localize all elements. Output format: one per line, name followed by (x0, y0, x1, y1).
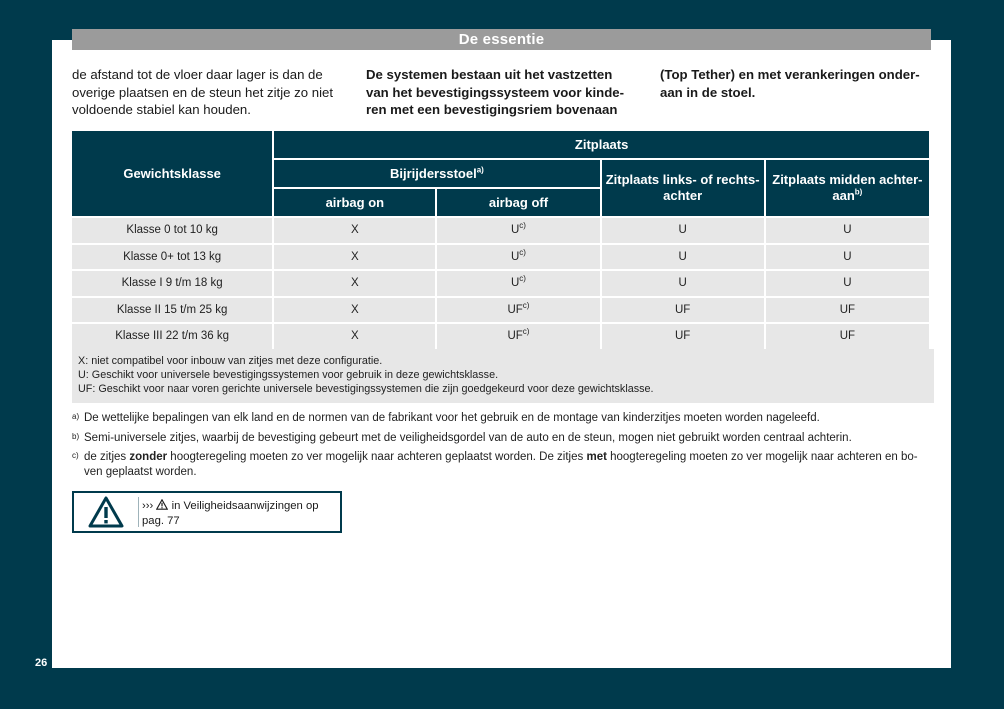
cell-airbag-off (437, 218, 599, 243)
text-line: ren met een bevestigingsriem bovenaan (366, 102, 618, 117)
footnote-ref: b) (854, 187, 863, 197)
warning-triangle-icon (74, 493, 138, 531)
legend-line: UF: Geschikt voor naar voren gerichte universele bevestigingssystemen die zijn goedgekeurd voor deze gewichtsklasse. (78, 383, 654, 395)
safety-reference-text: in Veiligheidsaanwijzingen op pag. 77 (142, 500, 319, 527)
safety-reference-box[interactable] (72, 491, 342, 533)
footnote-marker: c) (72, 451, 79, 460)
footnote-ref: a) (476, 165, 484, 175)
divider (138, 497, 139, 527)
cell-middle-rear: U (766, 218, 929, 243)
arrows-icon: ››› (142, 500, 154, 512)
text-line: (Top Tether) en met verankeringen onder- (660, 67, 920, 82)
footnote-emphasis: met (586, 451, 607, 463)
cell-class: Klasse I 9 t/m 18 kg (72, 271, 272, 296)
cell-airbag-on: X (274, 218, 435, 243)
footnote-ref: c) (519, 247, 526, 257)
text-line: De systemen bestaan uit het vastzetten (366, 67, 613, 82)
header-airbag-off: airbag off (437, 189, 599, 216)
cell-airbag-off (437, 324, 599, 349)
footnote-ref: c) (522, 327, 530, 337)
text-line: van het bevestigingssysteem voor kinde- (366, 84, 624, 100)
footnote-a (72, 411, 932, 426)
footnote-marker: b) (72, 431, 80, 441)
body-column-2 (366, 66, 641, 119)
cell-middle-rear: UF (766, 298, 929, 323)
cell-airbag-off (437, 245, 599, 270)
text-line: de afstand tot de vloer daar lager is dan de (72, 67, 323, 82)
cell-value: U (510, 224, 520, 237)
body-column-3 (660, 66, 935, 101)
cell-airbag-on: X (274, 245, 435, 270)
header-seat-position: Zitplaats (274, 131, 929, 158)
text-line: voldoende stabiel kan houden. (72, 102, 251, 117)
cell-middle-rear: U (766, 271, 929, 296)
footnote-ref: c) (519, 221, 526, 231)
cell-class: Klasse 0+ tot 13 kg (72, 245, 272, 270)
cell-airbag-off (437, 298, 599, 323)
table-legend (72, 349, 934, 403)
header-passenger-label: Bijrijdersstoel (389, 165, 477, 181)
cell-airbag-off (437, 271, 599, 296)
small-warning-icon (156, 499, 168, 510)
child-seat-table (70, 129, 931, 351)
safety-reference-link[interactable] (142, 499, 337, 529)
table-row (72, 218, 929, 243)
table-row (72, 245, 929, 270)
legend-line: X: niet compatibel voor inbouw van zitjes met deze configuratie. (78, 355, 383, 367)
table-row (72, 324, 929, 349)
page-number: 26 (35, 657, 48, 669)
cell-class: Klasse III 22 t/m 36 kg (72, 324, 272, 349)
cell-outer-rear: U (602, 245, 764, 270)
footnotes (72, 411, 932, 485)
cell-class: Klasse II 15 t/m 25 kg (72, 298, 272, 323)
footnote-c (72, 450, 932, 480)
cell-value: UF (507, 330, 523, 343)
cell-value: U (510, 250, 520, 263)
header-passenger-seat (274, 160, 599, 187)
footnote-text: Semi-universele zitjes, waarbij de bevestiging gebeurt met de veiligheidsgordel van de auto en de steun, mogen niet gebruikt worden centraal achterin. (84, 431, 852, 444)
cell-airbag-on: X (274, 324, 435, 349)
footnote-marker: a) (72, 412, 80, 421)
footnote-ref: c) (522, 300, 530, 310)
text-line: aan in de stoel. (660, 84, 756, 100)
footnote-text: de zitjes (84, 451, 127, 463)
body-column-1 (72, 66, 357, 119)
footnote-text: hoogteregeling moeten zo ver mogelijk naar achteren en bo-ven geplaatst worden. (84, 451, 918, 478)
section-title: De essentie (72, 29, 931, 50)
cell-outer-rear: U (602, 218, 764, 243)
header-outer-rear: Zitplaats links- of rechts-achter (602, 160, 764, 216)
footnote-text: De wettelijke bepalingen van elk land en de normen van de fabrikant voor het gebruik en de montage van kinderzitjes moeten worden nageleefd. (84, 412, 820, 424)
cell-value: UF (507, 303, 523, 316)
footnote-b (72, 431, 932, 446)
text-line: overige plaatsen en de steun het zitje zo niet (72, 84, 333, 100)
table-row (72, 271, 929, 296)
cell-middle-rear: U (766, 245, 929, 270)
footnote-text: hoogteregeling moeten zo ver mogelijk naar achteren geplaatst worden. De zitjes (170, 451, 584, 463)
header-weight-class: Gewichtsklasse (72, 131, 272, 216)
cell-class: Klasse 0 tot 10 kg (72, 218, 272, 243)
table-row (72, 298, 929, 323)
cell-outer-rear: UF (602, 298, 764, 323)
header-middle-rear-label: Zitplaats midden achter-aan (772, 172, 923, 203)
footnote-emphasis: zonder (129, 451, 168, 463)
header-middle-rear (766, 160, 929, 216)
cell-airbag-on: X (274, 298, 435, 323)
cell-outer-rear: UF (602, 324, 764, 349)
footnote-ref: c) (519, 274, 526, 284)
legend-line: U: Geschikt voor universele bevestigingssystemen voor gebruik in deze gewichtsklasse. (78, 369, 499, 381)
cell-value: U (510, 277, 520, 290)
cell-middle-rear: UF (766, 324, 929, 349)
header-airbag-on: airbag on (274, 189, 435, 216)
cell-airbag-on: X (274, 271, 435, 296)
cell-outer-rear: U (602, 271, 764, 296)
